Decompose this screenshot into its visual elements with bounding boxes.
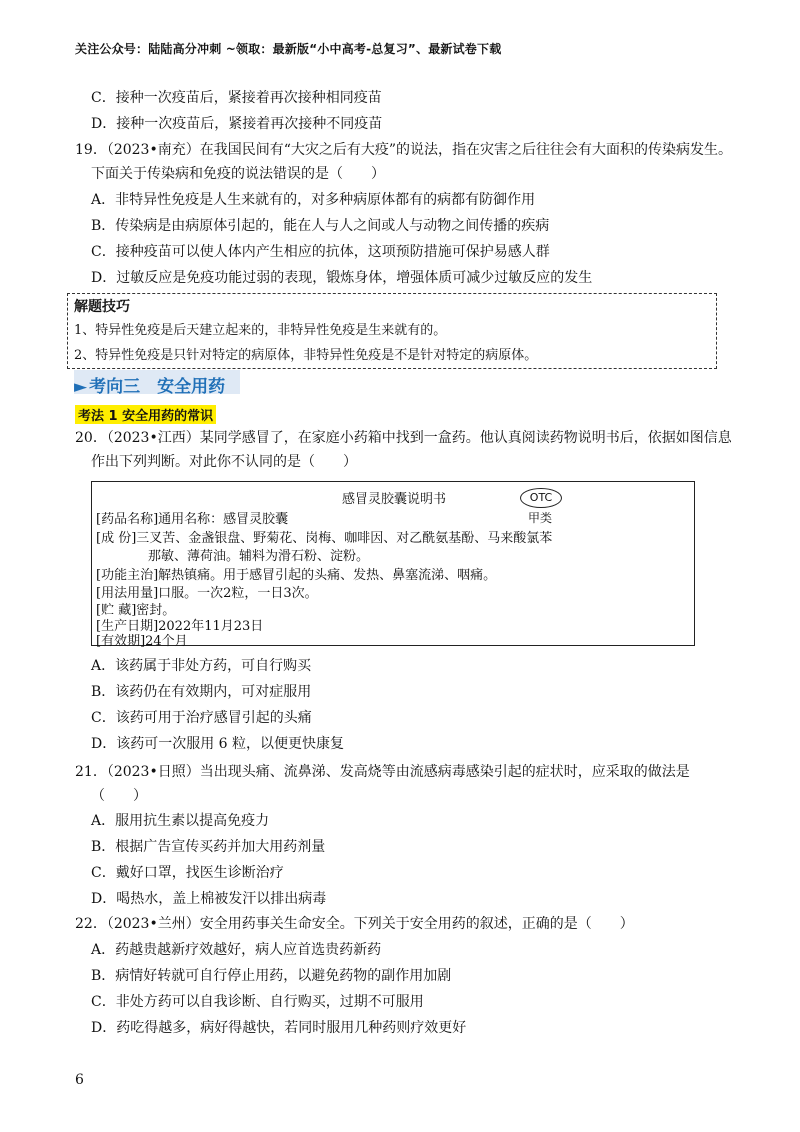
q18-option-d: D．接种一次疫苗后，紧接着再次接种不同疫苗 [91,116,383,132]
medicine-label-line: [药品名称]通用名称：感冒灵胶囊 [96,512,289,527]
method-label: 考法 1 安全用药的常识 [75,405,216,424]
q21-option-b: B．根据广告宣传买药并加大用药剂量 [91,839,326,855]
page-header: 关注公众号：陆陆高分冲刺 ~领取：最新版“小中高考-总复习”、最新试卷下载 [75,42,502,56]
q20-option-c: C．该药可用于治疗感冒引起的头痛 [91,710,312,726]
section-heading [74,372,225,397]
q19-stem-line1: 19．（2023•南充）在我国民间有“大灾之后有大疫”的说法，指在灾害之后往往会有大面积的传染病发生。 [75,142,733,158]
q19-stem-line2: 下面关于传染病和免疫的说法错误的是（ ） [91,166,385,182]
tips-title: 解题技巧 [74,299,130,315]
q21-stem-line2: （ ） [91,788,147,804]
medicine-label-line: [功能主治]解热镇痛。用于感冒引起的头痛、发热、鼻塞流涕、咽痛。 [96,568,497,583]
q18-option-c: C．接种一次疫苗后，紧接着再次接种相同疫苗 [91,90,382,106]
otc-badge: OTC [520,488,562,508]
medicine-label-figure [91,481,695,649]
medicine-label-line: [生产日期]2022年11月23日 [96,619,264,634]
q22-option-d: D．药吃得越多，病好得越快，若同时服用几种药则疗效更好 [91,1020,467,1036]
q22-option-a: A．药越贵越新疗效越好，病人应首选贵药新药 [91,942,382,958]
tips-box [67,293,717,369]
medicine-label-line: 那敏、薄荷油。辅料为滑石粉、淀粉。 [96,549,370,564]
medicine-label-line: [贮 藏]密封。 [96,603,176,618]
medicine-label-title: 感冒灵胶囊说明书 [341,492,446,507]
q22-stem: 22．（2023•兰州）安全用药事关生命安全。下列关于安全用药的叙述，正确的是（ ） [75,916,634,932]
section-title: 考向三 安全用药 [89,377,226,397]
section-marker-icon: ► [74,377,88,397]
medicine-label-line: [成 份]三叉苦、金盏银盘、野菊花、岗梅、咖啡因、对乙酰氨基酚、马来酸氯苯 [96,531,553,546]
q20-option-a: A．该药属于非处方药，可自行购买 [91,658,312,674]
q19-option-b: B．传染病是由病原体引起的，能在人与人之间或人与动物之间传播的疾病 [91,218,550,234]
q22-option-b: B．病情好转就可自行停止用药，以避免药物的副作用加剧 [91,968,452,984]
otc-class: 甲类 [528,511,553,525]
q20-stem-line2: 作出下列判断。对此你不认同的是（ ） [91,454,357,470]
q22-option-c: C．非处方药可以自我诊断、自行购买，过期不可服用 [91,994,424,1010]
q21-option-c: C．戴好口罩，找医生诊断治疗 [91,865,284,881]
q19-option-c: C．接种疫苗可以使人体内产生相应的抗体，这项预防措施可保护易感人群 [91,244,550,260]
q20-option-b: B．该药仍在有效期内，可对症服用 [91,684,312,700]
page-number: 6 [75,1072,84,1088]
medicine-label-line: [有效期]24个月 [96,634,188,649]
tips-line-2: 2、特异性免疫是只针对特定的病原体，非特异性免疫是不是针对特定的病原体。 [74,348,538,363]
q21-option-d: D．喝热水，盖上棉被发汗以排出病毒 [91,891,327,907]
q21-stem-line1: 21．（2023•日照）当出现头痛、流鼻涕、发高烧等由流感病毒感染引起的症状时，应采取的做法是 [75,764,690,780]
tips-line-1: 1、特异性免疫是后天建立起来的，非特异性免疫是生来就有的。 [74,323,447,338]
medicine-label-line: [用法用量]口服。一次2粒，一日3次。 [96,586,318,601]
q21-option-a: A．服用抗生素以提高免疫力 [91,813,270,829]
q20-stem-line1: 20．（2023•江西）某同学感冒了，在家庭小药箱中找到一盒药。他认真阅读药物说明书后，依据如图信息 [75,430,732,446]
q20-option-d: D．该药可一次服用 6 粒，以便更快康复 [91,736,345,752]
q19-option-a: A．非特异性免疫是人生来就有的，对多种病原体都有的病都有防御作用 [91,192,536,208]
q19-option-d: D．过敏反应是免疫功能过弱的表现，锻炼身体，增强体质可减少过敏反应的发生 [91,270,593,286]
